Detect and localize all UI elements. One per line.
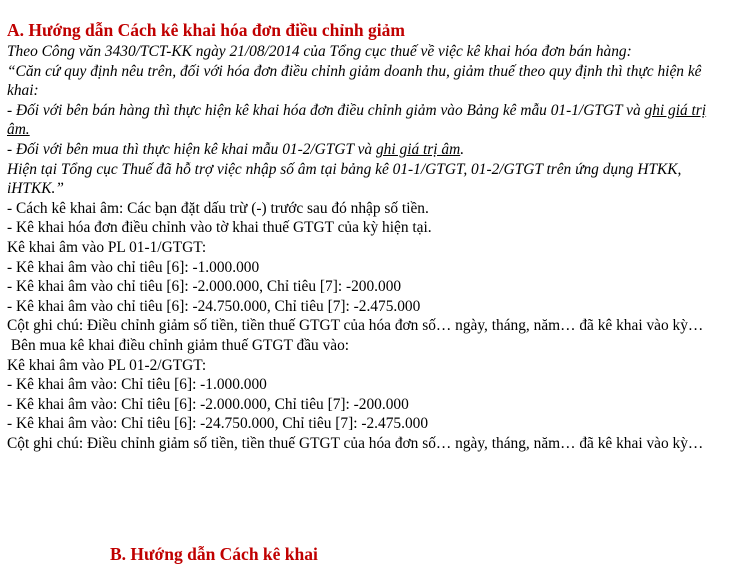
quote-seller [7,101,727,140]
period-line: - Kê khai hóa đơn điều chỉnh vào tờ khai thuế GTGT của kỳ hiện tại. [7,219,432,237]
method-line: - Cách kê khai âm: Các bạn đặt dấu trừ (-) trước sau đó nhập số tiền. [7,199,429,217]
quote-seller-underlined: ghi giá trị âm. [7,101,707,139]
pl2-item: - Kê khai âm vào: Chỉ tiêu [6]: -1.000.000 [7,376,267,394]
quote-support: Hiện tại Tổng cục Thuế đã hỗ trợ việc nhập số âm tại bảng kê 01-1/GTGT, 01-2/GTGT trên ứng dụng HTKK, iHTKK.” [7,160,682,198]
quote-seller-text: - Đối với bên bán hàng thì thực hiện kê khai hóa đơn điều chỉnh giảm vào Bảng kê mẫu 01-1/GTGT và [7,101,645,119]
pl1-title: Kê khai âm vào PL 01-1/GTGT: [7,238,207,256]
note-line: Cột ghi chú: Điều chỉnh giảm số tiền, tiền thuế GTGT của hóa đơn số… ngày, tháng, năm… đã kê khai vào kỳ… [7,317,704,335]
quote-buyer-text: - Đối với bên mua thì thực hiện kê khai mẫu 01-2/GTGT và [7,140,376,158]
pl1-item: - Kê khai âm vào chỉ tiêu [6]: -24.750.000, Chỉ tiêu [7]: -2.475.000 [7,297,421,315]
pl2-item: - Kê khai âm vào: Chỉ tiêu [6]: -24.750.000, Chỉ tiêu [7]: -2.475.000 [7,415,429,433]
quote-buyer-underlined: ghi giá trị âm [375,140,461,158]
next-section-heading: B. Hướng dẫn Cách kê khai [110,544,318,564]
quote-buyer [7,140,727,160]
pl2-title: Kê khai âm vào PL 01-2/GTGT: [7,356,207,374]
pl2-item: - Kê khai âm vào: Chỉ tiêu [6]: -2.000.000, Chỉ tiêu [7]: -200.000 [7,395,409,413]
quote-paragraph: “Căn cứ quy định nêu trên, đối với hóa đơn điều chỉnh giảm doanh thu, giảm thuế theo quy định thì thực hiện kê khai: [7,62,702,100]
document-body [7,20,727,453]
pl1-item: - Kê khai âm vào chỉ tiêu [6]: -2.000.000, Chỉ tiêu [7]: -200.000 [7,278,402,296]
buyer-title: Bên mua kê khai điều chỉnh giảm thuế GTGT đầu vào: [7,336,350,354]
section-heading: A. Hướng dẫn Cách kê khai hóa đơn điều chỉnh giảm [7,20,405,40]
pl1-item: - Kê khai âm vào chỉ tiêu [6]: -1.000.000 [7,258,260,276]
quote-buyer-period: . [460,140,465,158]
note-line: Cột ghi chú: Điều chỉnh giảm số tiền, tiền thuế GTGT của hóa đơn số… ngày, tháng, năm… đã kê khai vào kỳ… [7,434,704,452]
quote-intro: Theo Công văn 3430/TCT-KK ngày 21/08/2014 của Tổng cục thuế về việc kê khai hóa đơn bán hàng: [7,43,632,60]
